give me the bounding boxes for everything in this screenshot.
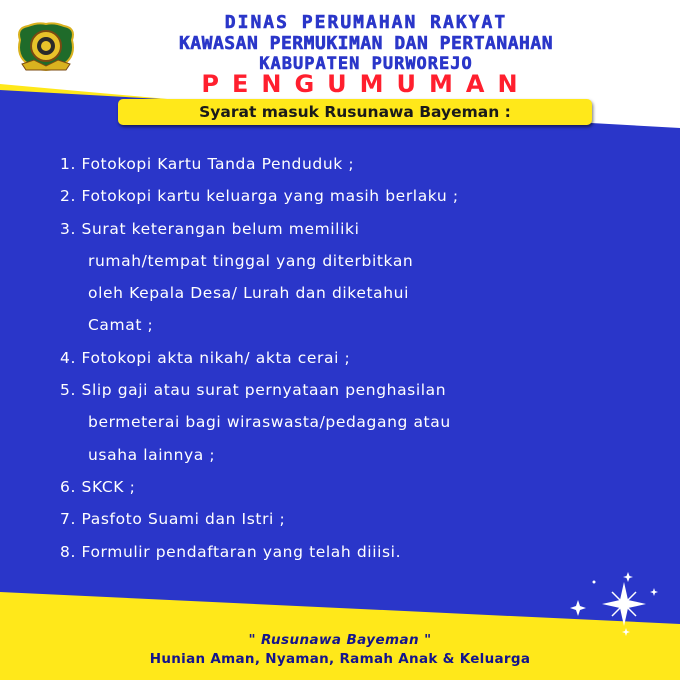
list-item-continuation: rumah/tempat tinggal yang diterbitkan [88, 251, 414, 270]
list-item: 7. Pasfoto Suami dan Istri ; [60, 510, 286, 529]
list-item-continuation: bermeterai bagi wiraswasta/pedagang atau [88, 413, 451, 432]
list-item: 8. Formulir pendaftaran yang telah diiisi. [60, 542, 402, 561]
footer-motto: " Rusunawa Bayeman " [248, 632, 432, 648]
list-item: 4. Fotokopi akta nikah/ akta cerai ; [60, 348, 351, 367]
list-item: 6. SKCK ; [60, 477, 136, 496]
list-item: 2. Fotokopi kartu keluarga yang masih berlaku ; [60, 187, 459, 206]
regency-emblem-icon [14, 20, 78, 72]
list-item-continuation: Camat ; [88, 316, 154, 335]
announcement-title: PENGUMUMAN [201, 70, 531, 98]
requirements-title: Syarat masuk Rusunawa Bayeman : [118, 99, 592, 125]
header-regency-line: KABUPATEN PURWOREJO [259, 54, 473, 74]
list-item: 3. Surat keterangan belum memiliki [60, 219, 360, 238]
requirements-list [60, 148, 660, 568]
list-item-continuation: oleh Kepala Desa/ Lurah dan diketahui [88, 284, 409, 303]
footer-tagline: Hunian Aman, Nyaman, Ramah Anak & Keluarga [149, 651, 531, 667]
list-item: 1. Fotokopi Kartu Tanda Penduduk ; [60, 155, 355, 173]
header-department-line: KAWASAN PERMUKIMAN DAN PERTANAHAN [178, 33, 554, 54]
list-item: 5. Slip gaji atau surat pernyataan penghasilan [60, 381, 447, 400]
header-agency-line: DINAS PERUMAHAN RAKYAT [224, 12, 508, 33]
list-item-continuation: usaha lainnya ; [88, 445, 216, 464]
